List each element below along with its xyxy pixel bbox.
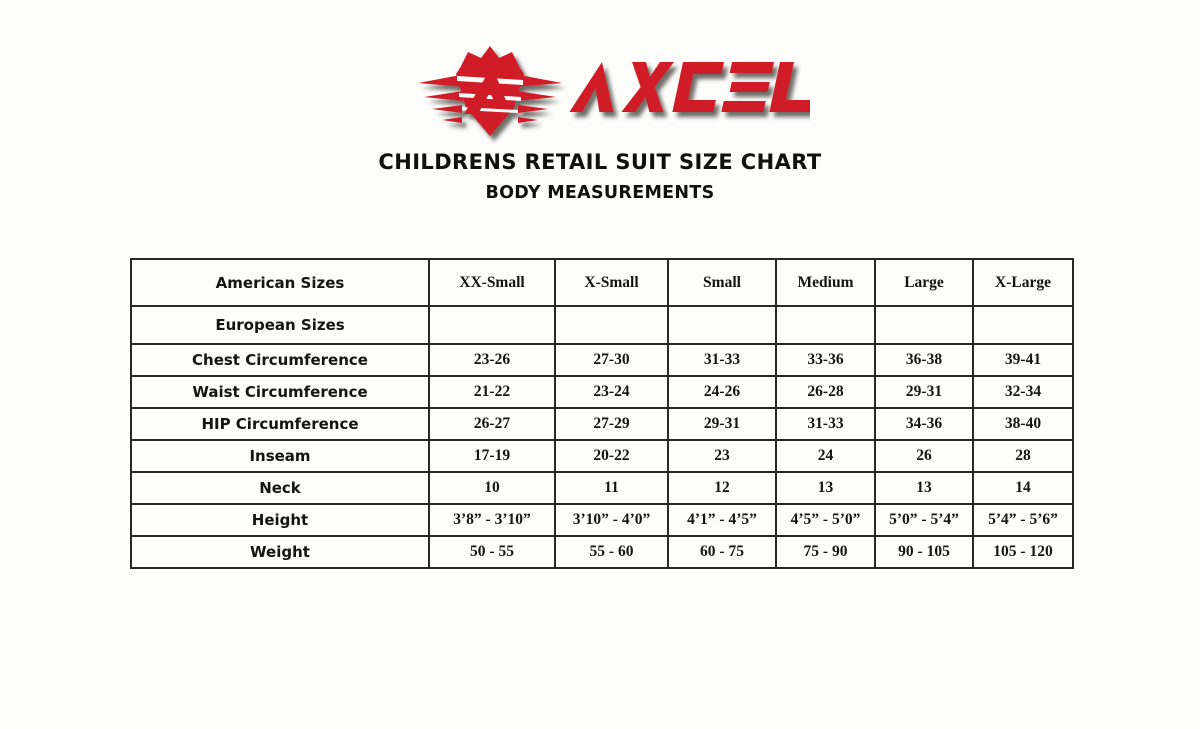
size-chart-table [130,258,1074,569]
header-large: Large [875,259,973,306]
size-cell: 33-36 [776,344,875,376]
table-row-weight [131,536,1073,568]
size-cell: 3’10” - 4’0” [555,504,668,536]
size-cell: 28 [973,440,1073,472]
size-cell: 34-36 [875,408,973,440]
size-cell: 105 - 120 [973,536,1073,568]
table-row-chest [131,344,1073,376]
size-cell: 26 [875,440,973,472]
header-xx-small: XX-Small [429,259,555,306]
header-american-sizes: American Sizes [131,259,429,306]
header-medium: Medium [776,259,875,306]
table-row-height [131,504,1073,536]
size-cell: 17-19 [429,440,555,472]
page-title: CHILDRENS RETAIL SUIT SIZE CHART [378,150,822,174]
size-cell: 29-31 [668,408,776,440]
header-x-small: X-Small [555,259,668,306]
size-cell: 36-38 [875,344,973,376]
size-cell: 26-28 [776,376,875,408]
size-cell: 5’0” - 5’4” [875,504,973,536]
size-cell: 27-30 [555,344,668,376]
row-label: HIP Circumference [131,408,429,440]
size-cell [875,306,973,344]
size-cell: 4’1” - 4’5” [668,504,776,536]
header-row [131,259,1073,306]
size-cell: 23 [668,440,776,472]
table-row-european-sizes [131,306,1073,344]
size-cell: 90 - 105 [875,536,973,568]
size-cell: 55 - 60 [555,536,668,568]
row-label: Chest Circumference [131,344,429,376]
size-cell: 14 [973,472,1073,504]
size-cell: 24 [776,440,875,472]
header-small: Small [668,259,776,306]
row-label: European Sizes [131,306,429,344]
size-cell: 39-41 [973,344,1073,376]
header-x-large: X-Large [973,259,1073,306]
size-cell [429,306,555,344]
row-label: Neck [131,472,429,504]
row-label: Waist Circumference [131,376,429,408]
size-cell: 4’5” - 5’0” [776,504,875,536]
size-cell [776,306,875,344]
size-cell: 23-26 [429,344,555,376]
size-cell: 23-24 [555,376,668,408]
axcel-logo [410,46,810,146]
page-subtitle: BODY MEASUREMENTS [485,183,715,203]
size-cell: 24-26 [668,376,776,408]
size-cell: 38-40 [973,408,1073,440]
table-row-neck [131,472,1073,504]
size-cell: 10 [429,472,555,504]
size-cell: 31-33 [776,408,875,440]
table-row-hip [131,408,1073,440]
size-cell: 75 - 90 [776,536,875,568]
size-cell: 26-27 [429,408,555,440]
size-cell: 60 - 75 [668,536,776,568]
size-cell: 21-22 [429,376,555,408]
size-cell [973,306,1073,344]
row-label: Height [131,504,429,536]
size-cell: 31-33 [668,344,776,376]
size-cell [555,306,668,344]
size-cell: 50 - 55 [429,536,555,568]
size-cell: 29-31 [875,376,973,408]
size-cell: 13 [776,472,875,504]
axcel-winged-shield-logo-icon [410,46,810,146]
size-cell: 32-34 [973,376,1073,408]
size-cell: 5’4” - 5’6” [973,504,1073,536]
size-cell: 20-22 [555,440,668,472]
size-cell: 3’8” - 3’10” [429,504,555,536]
row-label: Inseam [131,440,429,472]
size-cell: 27-29 [555,408,668,440]
size-cell: 13 [875,472,973,504]
table-row-inseam [131,440,1073,472]
table-row-waist [131,376,1073,408]
size-cell: 11 [555,472,668,504]
size-cell: 12 [668,472,776,504]
row-label: Weight [131,536,429,568]
size-cell [668,306,776,344]
